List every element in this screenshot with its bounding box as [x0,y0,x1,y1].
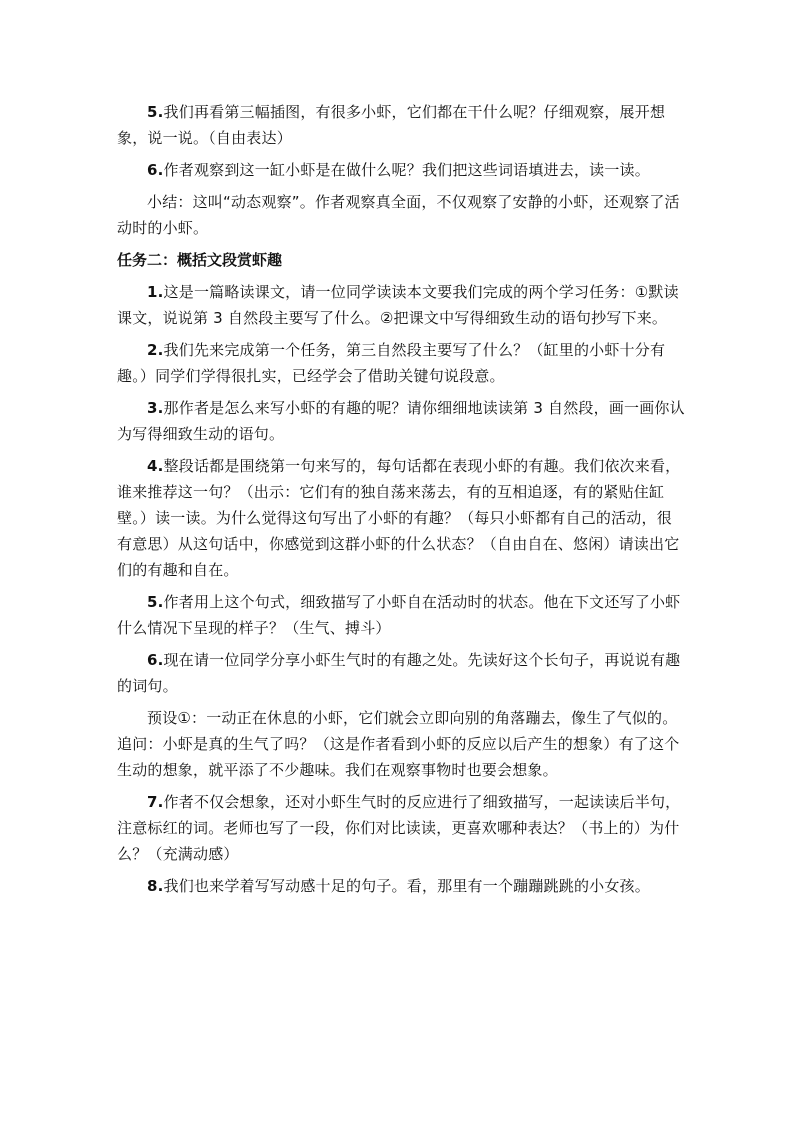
paragraph-b-8: 8.我们也来学着写写动感十足的句子。看，那里有一个蹦蹦跳跳的小女孩。 [147,877,650,895]
paragraph-b-6: 预设①：一动正在休息的小虾，它们就会立即向别的角落蹦去，像生了气似的。追问：小虾是真的生气了吗？（这是作者看到小虾的反应以后产生的想象）有了这个生动的想象，就平添了不少趣味。我们在观察事物时也要会想象。 [117,709,680,779]
paragraph-b-5: 6.现在请一位同学分享小虾生气时的有趣之处。先读好这个长句子，再说说有趣的词句。 [117,651,681,695]
paragraph-a-1: 6.作者观察到这一缸小虾是在做什么呢？我们把这些词语填进去，读一读。 [147,161,650,179]
paragraph-a-2: 小结：这叫“动态观察”。作者观察真全面，不仅观察了安静的小虾，还观察了活动时的小虾。 [117,193,680,237]
paragraph-b-7: 7.作者不仅会想象，还对小虾生气时的反应进行了细致描写，一起读读后半句，注意标红的词。老师也写了一段，你们对比读读，更喜欢哪种表达？（书上的）为什么？（充满动感） [117,793,681,863]
paragraph-b-3: 4.整段话都是围绕第一句来写的，每句话都在表现小虾的有趣。我们依次来看，谁来推荐这一句？（出示：它们有的独自荡来荡去，有的互相追逐，有的紧贴住缸壁。）读一读。为什么觉得这句写出了小虾的有趣？（每只小虾都有自己的活动，很有意思）从这句话中，你感觉到这群小虾的什么状态？（自由自在、悠闲）请读出它们的有趣和自在。 [117,457,681,579]
paragraph-b-2: 3.那作者是怎么来写小虾的有趣的呢？请你细细地读读第 3 自然段，画一画你认为写得细致生动的语句。 [117,399,685,443]
paragraph-b-1: 2.我们先来完成第一个任务，第三自然段主要写了什么？（缸里的小虾十分有趣。）同学们学得很扎实，已经学会了借助关键句说段意。 [117,341,666,385]
document-page [117,99,685,899]
section-heading: 任务二：概括文段赏虾趣 [117,251,283,269]
paragraph-b-0: 1.这是一篇略读课文，请一位同学读读本文要我们完成的两个学习任务：①默读课文，说说第 3 自然段主要写了什么。②把课文中写得细致生动的语句抄写下来。 [117,283,679,327]
paragraph-b-4: 5.作者用上这个句式，细致描写了小虾自在活动时的状态。他在下文还写了小虾什么情况下呈现的样子？（生气、搏斗） [117,593,681,637]
paragraph-a-0: 5.我们再看第三幅插图，有很多小虾，它们都在干什么呢？仔细观察，展开想象，说一说。（自由表达） [117,103,666,147]
